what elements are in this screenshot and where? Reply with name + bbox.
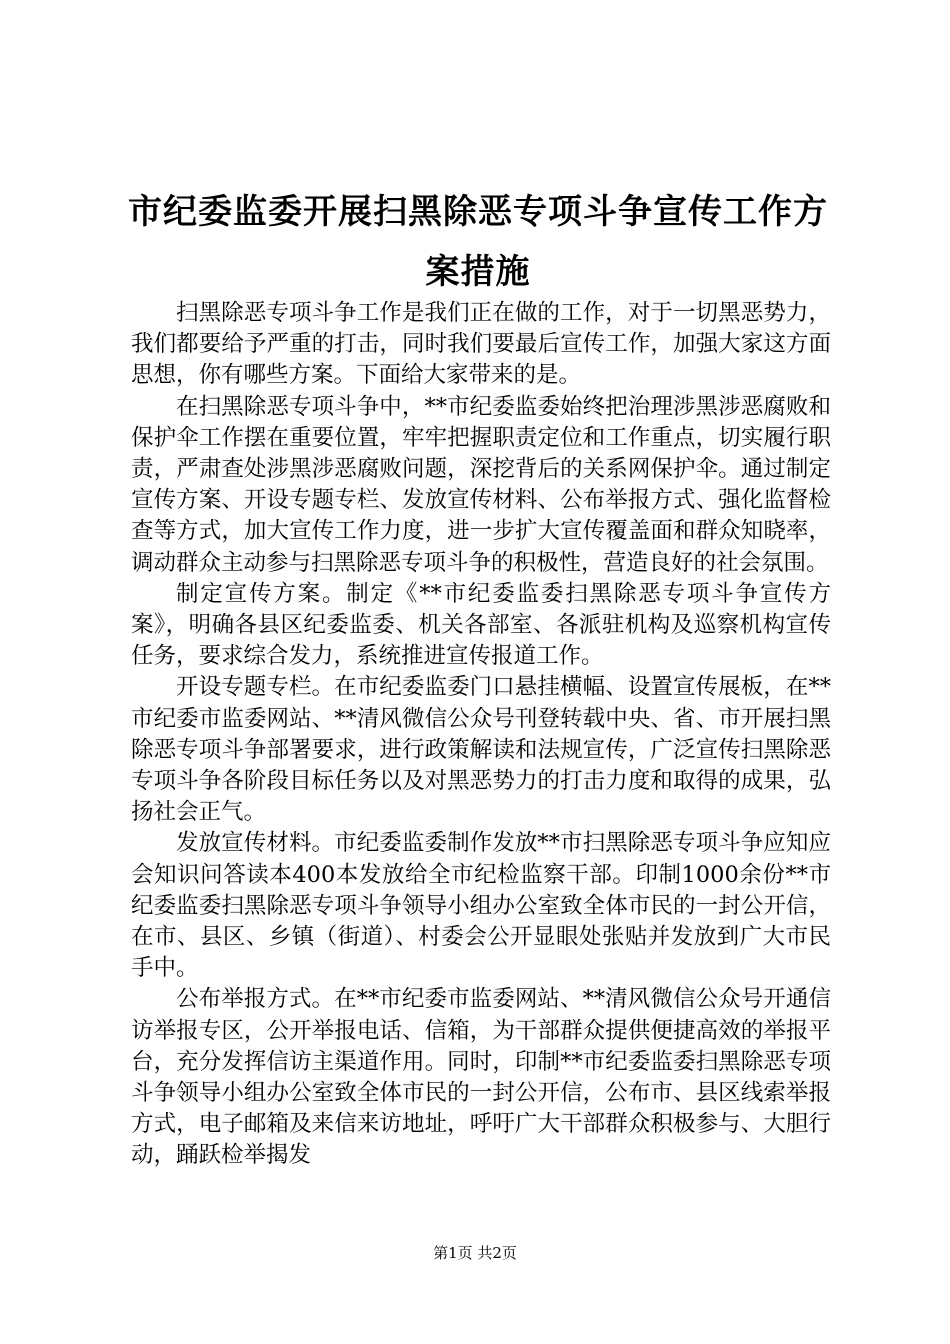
paragraph-report: 公布举报方式。在**市纪委市监委网站、**清风微信公众号开通信访举报专区，公开举报电话、信箱，为干部群众提供便捷高效的举报平台，充分发挥信访主渠道作用。同时，印制**市纪委监委扫黑除恶专项斗争领导小组办公室致全体市民的一封公开信，公布市、县区线索举报方式，电子邮箱及来信来访地址，呼吁广大干部群众积极参与、大胆行动，踊跃检举揭发: [131, 986, 831, 1169]
document-body: [131, 298, 831, 1172]
paragraph-materials: 发放宣传材料。市纪委监委制作发放**市扫黑除恶专项斗争应知应会知识问答读本400本发放给全市纪检监察干部。印制1000余份**市纪委监委扫黑除恶专项斗争领导小组办公室致全体市民的一封公开信，在市、县区、乡镇（街道）、村委会公开显眼处张贴并发放到广大市民手中。: [131, 830, 831, 982]
paragraph-overview: 在扫黑除恶专项斗争中，**市纪委监委始终把治理涉黑涉恶腐败和保护伞工作摆在重要位置，牢牢把握职责定位和工作重点，切实履行职责，严肃查处涉黑涉恶腐败问题，深挖背后的关系网保护伞。通过制定宣传方案、开设专题专栏、发放宣传材料、公布举报方式、强化监督检查等方式，加大宣传工作力度，进一步扩大宣传覆盖面和群众知晓率，调动群众主动参与扫黑除恶专项斗争的积极性，营造良好的社会氛围。: [131, 393, 831, 576]
paragraph-column: 开设专题专栏。在市纪委监委门口悬挂横幅、设置宣传展板，在**市纪委市监委网站、**清风微信公众号刊登转载中央、省、市开展扫黑除恶专项斗争部署要求，进行政策解读和法规宣传，广泛宣传扫黑除恶专项斗争各阶段目标任务以及对黑恶势力的打击力度和取得的成果，弘扬社会正气。: [131, 674, 831, 826]
document-title: 市纪委监委开展扫黑除恶专项斗争宣传工作方案措施: [128, 192, 828, 292]
page-number: 第1页 共2页: [433, 1244, 517, 1262]
paragraph-intro: 扫黑除恶专项斗争工作是我们正在做的工作，对于一切黑恶势力，我们都要给予严重的打击，同时我们要最后宣传工作，加强大家这方面思想，你有哪些方案。下面给大家带来的是。: [131, 300, 831, 389]
paragraph-plan: 制定宣传方案。制定《**市纪委监委扫黑除恶专项斗争宣传方案》，明确各县区纪委监委、机关各部室、各派驻机构及巡察机构宣传任务，要求综合发力，系统推进宣传报道工作。: [131, 580, 831, 670]
